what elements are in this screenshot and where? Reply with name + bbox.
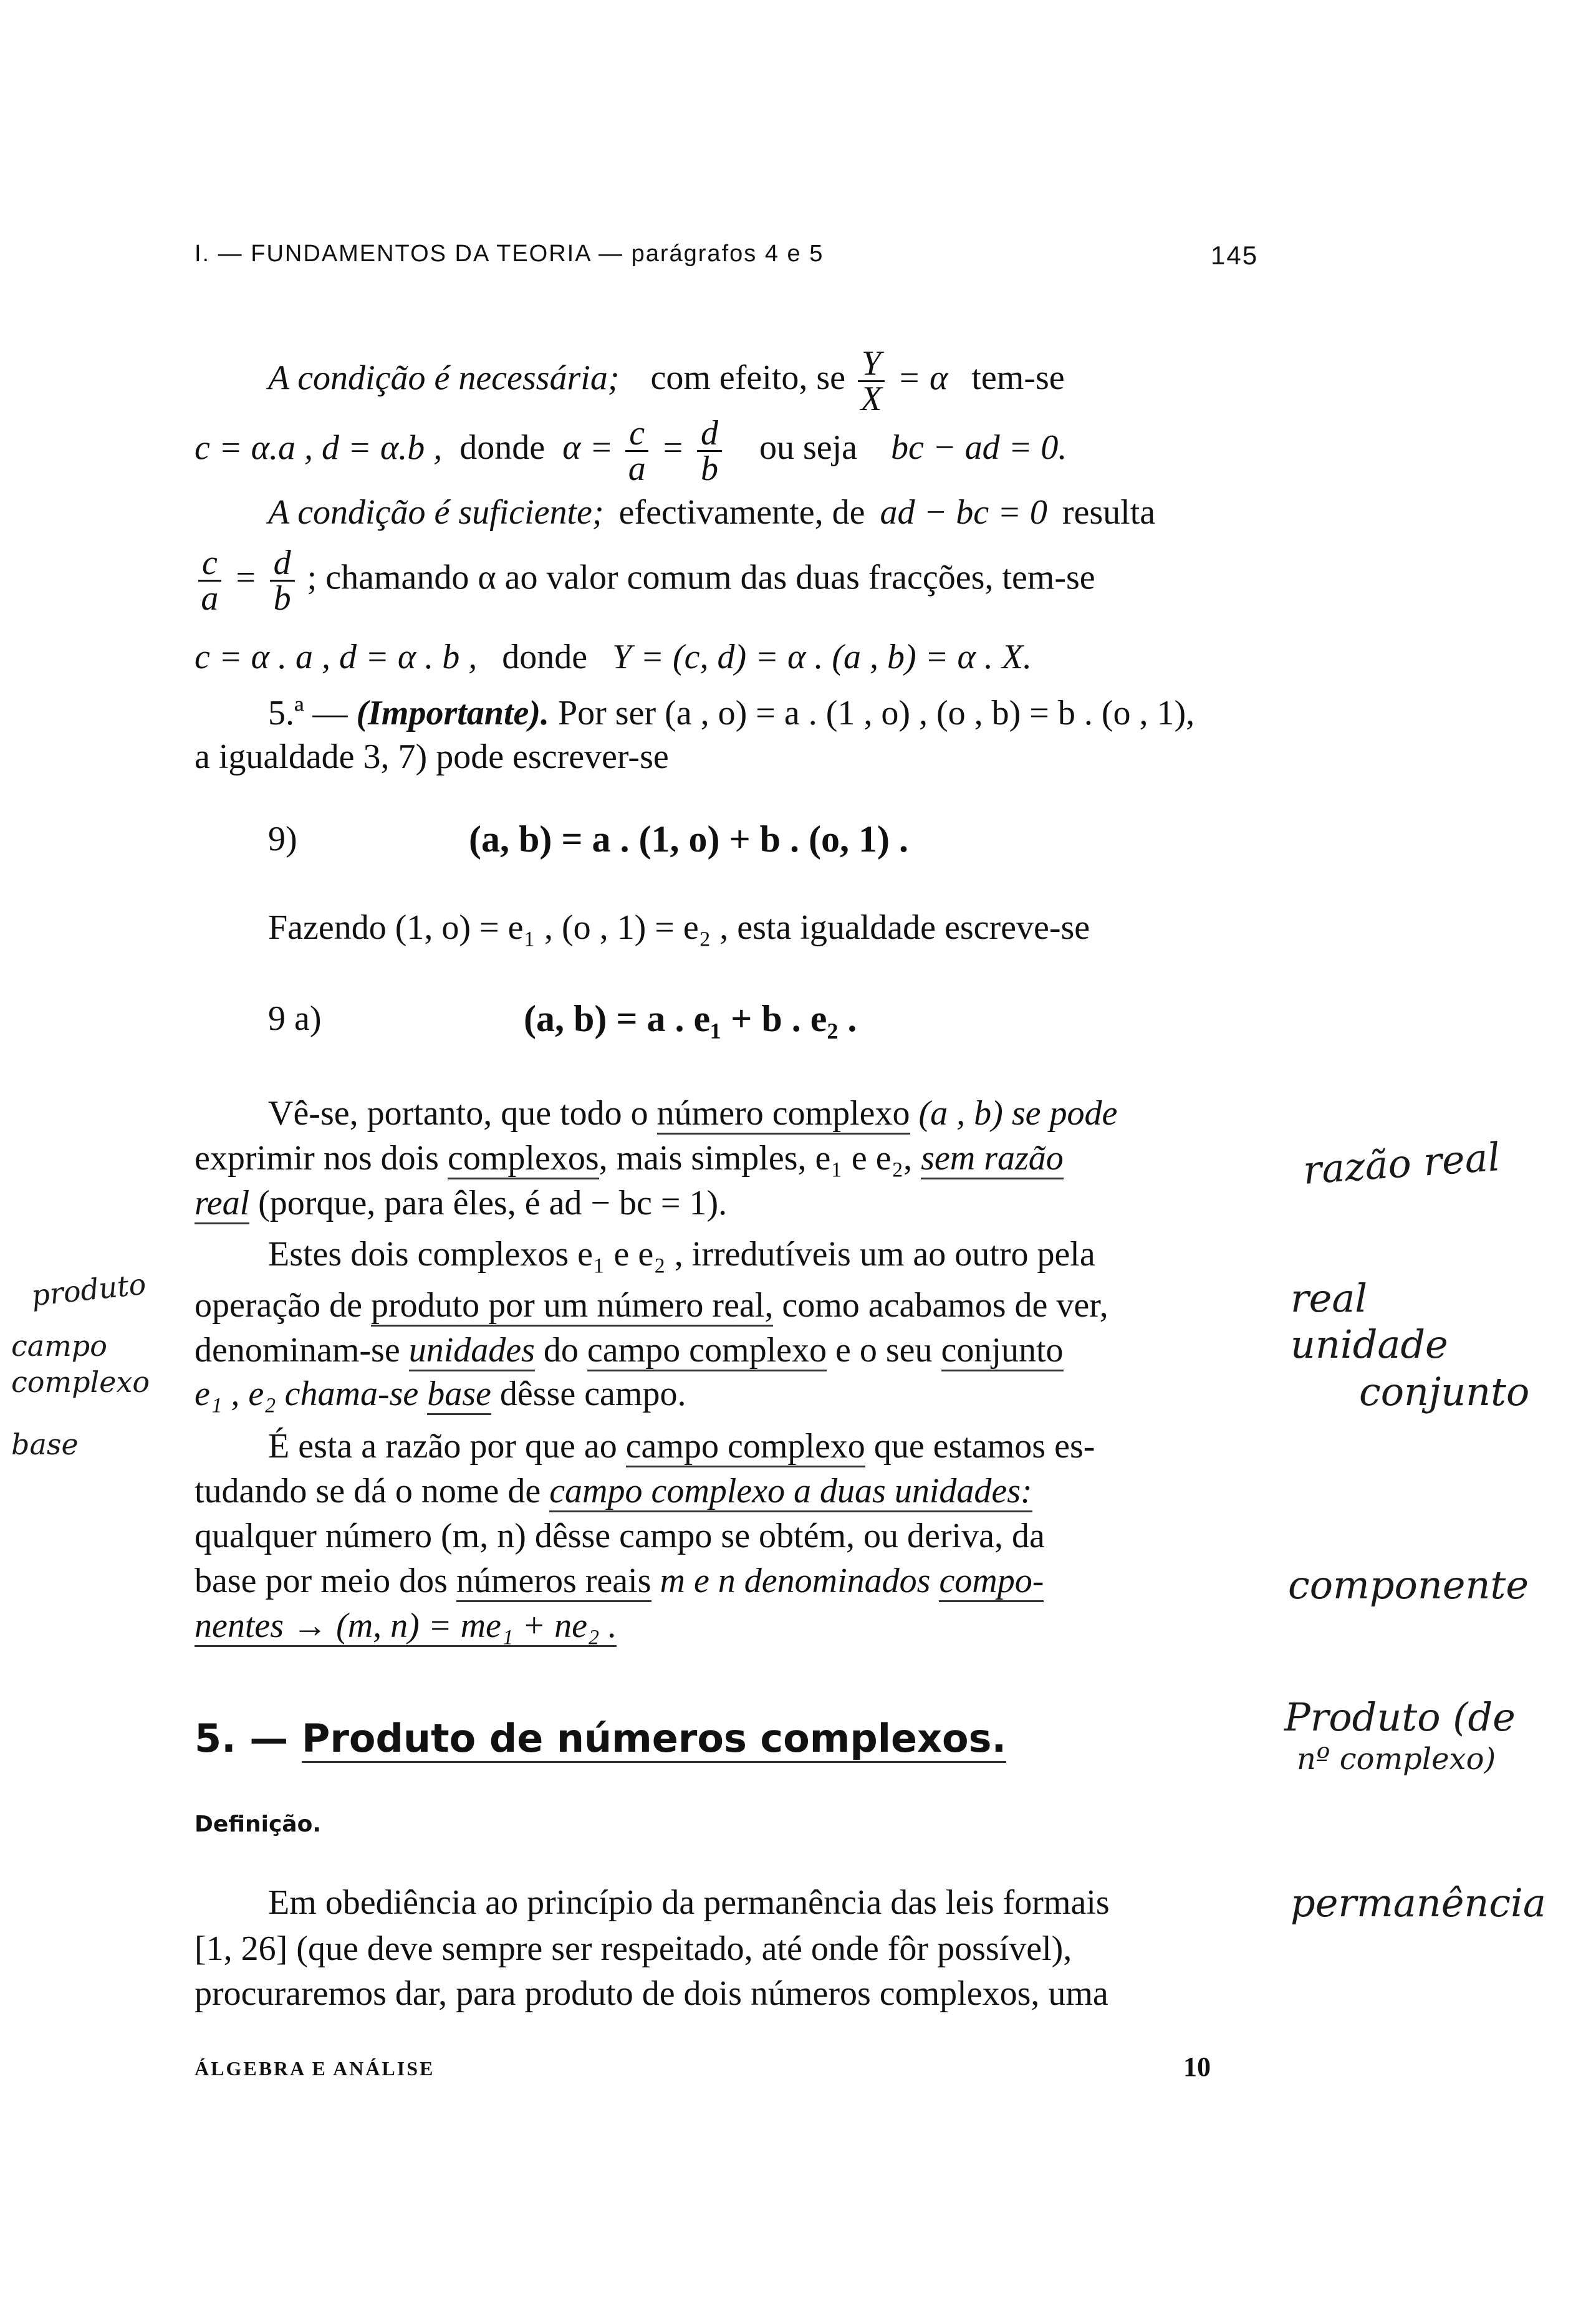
- margin-note-permanencia: permanência: [1291, 1880, 1546, 1926]
- necessary-label: A condição é necessária;: [268, 358, 620, 398]
- margin-note-left-campo: campo: [11, 1329, 107, 1363]
- margin-note-left-produto: produto: [29, 1267, 148, 1313]
- ve-line-3: real (porque, para êles, é ad − bc = 1).: [195, 1181, 727, 1226]
- estes-line-2: operação de produto por um número real, como acabamos de ver,: [195, 1283, 1108, 1328]
- final-line-1: Em obediência ao princípio da permanência das leis formais: [268, 1883, 1110, 1922]
- equation-9a: (a, b) = a . e₁ + b . e₂ .: [524, 998, 857, 1039]
- equation-9: (a, b) = a . (1, o) + b . (o, 1) .: [469, 819, 908, 860]
- margin-note-conjunto: conjunto: [1359, 1369, 1530, 1414]
- final-line-3: procuraremos dar, para produto de dois números complexos, uma: [195, 1974, 1108, 2013]
- fraction-d-b: $\frac{d}{b}$: [697, 416, 722, 486]
- sufficient-line-1: A condição é suficiente; efectivamente, de ad − bc = 0 resulta: [268, 493, 1156, 532]
- point5-line-2: a igualdade 3, 7) pode escrever-se: [195, 737, 669, 776]
- fraction-y-x: $\frac{Y}{X}$: [858, 347, 885, 416]
- estes-line-1: Estes dois complexos e₁ e e₂ , irredutíveis um ao outro pela: [268, 1235, 1095, 1274]
- margin-note-real: real: [1291, 1275, 1368, 1321]
- fraction-c-a: $\frac{c}{a}$: [625, 416, 648, 486]
- razao-line-5: nentes → (m, n) = me₁ + ne₂ .: [195, 1603, 617, 1648]
- section-heading: 5. — Produto de números complexos.: [195, 1716, 1006, 1761]
- razao-line-3: qualquer número (m, n) dêsse campo se obtém, ou deriva, da: [195, 1517, 1045, 1555]
- equation-9a-label: 9 a): [268, 999, 322, 1038]
- footer-book-title: ÁLGEBRA E ANÁLISE: [195, 2057, 435, 2080]
- margin-note-left-complexo: complexo: [11, 1365, 150, 1399]
- page-number: 145: [1211, 241, 1259, 270]
- fazendo-line: Fazendo (1, o) = e₁ , (o , 1) = e₂ , esta igualdade escreve-se: [268, 908, 1090, 947]
- ve-line-2: exprimir nos dois complexos, mais simples, e₁ e e₂, sem razão: [195, 1136, 1064, 1181]
- sufficient-line-3: c = α . a , d = α . b , donde Y = (c, d) = α . (a , b) = α . X.: [195, 638, 1032, 676]
- margin-note-complexo: nº complexo): [1297, 1742, 1496, 1777]
- razao-line-4: base por meio dos números reais m e n denominados compo-: [195, 1558, 1044, 1603]
- margin-note-left-base: base: [11, 1428, 79, 1461]
- equation-9-label: 9): [268, 820, 297, 858]
- point5-line-1: 5.ª — (Importante). Por ser (a , o) = a . (1 , o) , (o , b) = b . (o , 1),: [268, 694, 1195, 732]
- running-title: I. — FUNDAMENTOS DA TEORIA — parágrafos 4 e 5: [195, 241, 824, 267]
- footer-sheet-number: 10: [1183, 2052, 1211, 2082]
- margin-note-unidade: unidade: [1291, 1322, 1448, 1367]
- fraction-d-b-2: $\frac{d}{b}$: [270, 546, 295, 615]
- margin-note-produto: Produto (de: [1284, 1694, 1516, 1740]
- fraction-c-a-2: $\frac{c}{a}$: [198, 546, 221, 615]
- subsection-definicao: Definição.: [195, 1812, 321, 1837]
- margin-note-componente: componente: [1288, 1562, 1529, 1608]
- razao-line-1: É esta a razão por que ao campo complexo que estamos es-: [268, 1424, 1095, 1469]
- necessary-line-1: A condição é necessária; com efeito, se $\frac{Y}{X}$ = α tem-se: [268, 344, 1065, 418]
- sufficient-label: A condição é suficiente;: [268, 493, 604, 532]
- margin-note-razao-real: razão real: [1301, 1134, 1502, 1193]
- sufficient-line-2: $\frac{c}{a}$ = $\frac{d}{b}$ ; chamando α ao valor comum das duas fracções, tem-se: [195, 546, 1095, 615]
- razao-line-2: tudando se dá o nome de campo complexo a duas unidades:: [195, 1469, 1032, 1514]
- ve-line-1: Vê-se, portanto, que todo o número complexo (a , b) se pode: [268, 1091, 1117, 1136]
- final-line-2: [1, 26] (que deve sempre ser respeitado, até onde fôr possível),: [195, 1929, 1072, 1968]
- necessary-line-2: c = α.a , d = α.b , donde α = $\frac{c}{a}$ = $\frac{d}{b}$ ou seja bc − ad = 0.: [195, 414, 1067, 488]
- estes-line-3: denominam-se unidades do campo complexo e o seu conjunto: [195, 1328, 1064, 1373]
- estes-line-4: e₁ , e₂ chama-se base dêsse campo.: [195, 1371, 686, 1416]
